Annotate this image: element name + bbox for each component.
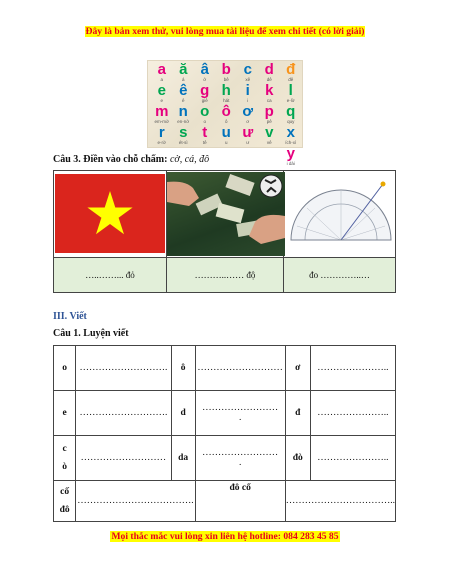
letter-name: i dài	[286, 161, 295, 166]
word-label: cố đô	[54, 481, 76, 522]
writing-line[interactable]: ………………………	[76, 436, 171, 481]
writing-line[interactable]: ……………………………….	[76, 481, 195, 522]
letter-glyph: â	[200, 61, 209, 78]
letter-glyph: n	[178, 103, 188, 120]
letter-glyph: c	[243, 61, 252, 78]
letter-glyph: q	[286, 103, 296, 120]
alphabet-letter	[280, 147, 302, 166]
letter-label: đ	[285, 391, 310, 436]
alphabet-letter	[173, 63, 195, 84]
letter-glyph: y	[286, 145, 295, 162]
preview-banner: Đây là bản xem thử, vui lòng mua tài liệu để xem chi tiết (có lời giải)	[85, 26, 365, 37]
alphabet-letter	[173, 84, 195, 105]
letter-label: e	[54, 391, 76, 436]
question-3-hint: cờ, cá, đô	[169, 154, 210, 165]
letter-glyph: l	[288, 82, 293, 99]
letter-label: ô	[171, 346, 195, 391]
letter-name: e-lờ	[286, 98, 295, 103]
letter-glyph: p	[264, 103, 274, 120]
alphabet-letter	[237, 84, 259, 105]
letter-glyph: r	[158, 124, 165, 141]
answer-cell-degree[interactable]: ………..…… độ	[167, 258, 284, 293]
word-label: đô cổ	[195, 481, 285, 522]
writing-line[interactable]: ………………………	[195, 346, 285, 391]
letter-glyph: ô	[221, 103, 231, 120]
letter-glyph: ê	[179, 82, 188, 99]
writing-line[interactable]: ……………………….	[76, 346, 171, 391]
letter-glyph: d	[264, 61, 274, 78]
writing-line[interactable]: …………………… .	[195, 391, 285, 436]
letter-name: xê	[245, 77, 251, 82]
alphabet-letter	[216, 126, 238, 147]
letter-glyph: u	[221, 124, 231, 141]
letter-glyph: x	[286, 124, 295, 141]
alphabet-letter	[173, 126, 195, 147]
alphabet-letter	[194, 105, 216, 126]
letter-glyph: m	[155, 103, 169, 120]
letter-name: vê	[266, 140, 272, 145]
letter-name: ư	[246, 140, 250, 145]
section-write-title: III. Viết	[53, 311, 87, 322]
letter-name: quy	[287, 119, 295, 124]
letter-name: ơ	[246, 119, 250, 124]
letter-name: ớ	[203, 77, 207, 82]
letter-name: ca	[266, 98, 272, 103]
letter-glyph: s	[179, 124, 188, 141]
alphabet-letter	[194, 63, 216, 84]
alphabet-letter	[151, 126, 173, 147]
letter-name: bê	[223, 77, 229, 82]
letter-name: ô	[224, 119, 228, 124]
alphabet-letter	[280, 105, 302, 126]
alphabet-letter	[216, 84, 238, 105]
question-1-title: Câu 1. Luyện viết	[53, 328, 129, 339]
alphabet-letter	[151, 63, 173, 84]
alphabet-letter	[259, 126, 281, 147]
letter-name: pê	[266, 119, 272, 124]
letter-name: e	[160, 98, 163, 103]
alphabet-letter	[194, 84, 216, 105]
letter-name: á	[181, 77, 185, 82]
writing-line[interactable]: …………………..	[310, 436, 395, 481]
letter-name: đê	[288, 77, 294, 82]
letter-name: hát	[223, 98, 230, 103]
vietnam-flag-image	[55, 174, 165, 253]
letter-name: tê	[202, 140, 207, 145]
letter-label: c ò	[54, 436, 76, 481]
alphabet-letter	[259, 84, 281, 105]
letter-name: giê	[201, 98, 208, 103]
letter-label: ơ	[285, 346, 310, 391]
letter-name: em-mờ	[154, 119, 169, 124]
alphabet-letter	[194, 126, 216, 147]
letter-name: i	[247, 98, 249, 103]
letter-name: ích-xì	[285, 140, 297, 145]
letter-name: a	[160, 77, 163, 82]
letter-name: dê	[266, 77, 272, 82]
letter-label: o	[54, 346, 76, 391]
letter-name: u	[224, 140, 228, 145]
writing-line[interactable]: …………………..	[310, 346, 395, 391]
letter-glyph: t	[202, 124, 208, 141]
letter-glyph: o	[200, 103, 210, 120]
answer-cell-measure[interactable]: đo …………..…	[284, 258, 396, 293]
protractor-image	[287, 174, 395, 256]
writing-line[interactable]: ……………………….	[76, 391, 171, 436]
letter-name: e-rờ	[157, 140, 166, 145]
writing-practice-table	[53, 345, 396, 522]
letter-glyph: đ	[286, 61, 296, 78]
alphabet-letter	[280, 84, 302, 105]
letter-glyph: v	[265, 124, 274, 141]
alphabet-letter	[259, 105, 281, 126]
alphabet-letter	[237, 63, 259, 84]
writing-line[interactable]: …………………… .	[195, 436, 285, 481]
letter-label: đò	[285, 436, 310, 481]
alphabet-letter	[216, 63, 238, 84]
letter-name: en-nờ	[177, 119, 190, 124]
letter-glyph: h	[221, 82, 231, 99]
letter-name: ê	[181, 98, 185, 103]
alphabet-letter	[173, 105, 195, 126]
alphabet-letter	[151, 84, 173, 105]
letter-name: ét-sì	[178, 140, 188, 145]
alphabet-letter	[237, 105, 259, 126]
letter-glyph: b	[221, 61, 231, 78]
alphabet-letter	[151, 105, 173, 126]
hotline-banner: Mọi thắc mắc vui lòng xin liên hệ hotline: 084 283 45 85	[111, 531, 339, 542]
letter-label: da	[171, 436, 195, 481]
letter-glyph: k	[265, 82, 274, 99]
letter-glyph: g	[200, 82, 210, 99]
writing-line[interactable]: …………………..	[310, 391, 395, 436]
letter-name: o	[203, 119, 206, 124]
flag-star-icon	[87, 191, 132, 234]
letter-glyph: e	[157, 82, 166, 99]
answer-cell-flag[interactable]: …..……... đỏ	[54, 258, 167, 293]
letter-glyph: a	[157, 61, 166, 78]
letter-glyph: ă	[179, 61, 188, 78]
alphabet-letter	[280, 126, 302, 147]
question-3-title: Câu 3. Điền vào chỗ chấm: cờ, cá, đô	[53, 154, 210, 165]
money-exchange-image	[167, 172, 285, 256]
alphabet-letter	[259, 63, 281, 84]
alphabet-letter	[280, 63, 302, 84]
alphabet-letter	[237, 126, 259, 147]
writing-line[interactable]: ……………………………..	[285, 481, 395, 522]
letter-glyph: ơ	[242, 103, 254, 120]
alphabet-letter	[216, 105, 238, 126]
letter-glyph: i	[245, 82, 250, 99]
letter-label: d	[171, 391, 195, 436]
letter-glyph: ư	[242, 124, 254, 141]
